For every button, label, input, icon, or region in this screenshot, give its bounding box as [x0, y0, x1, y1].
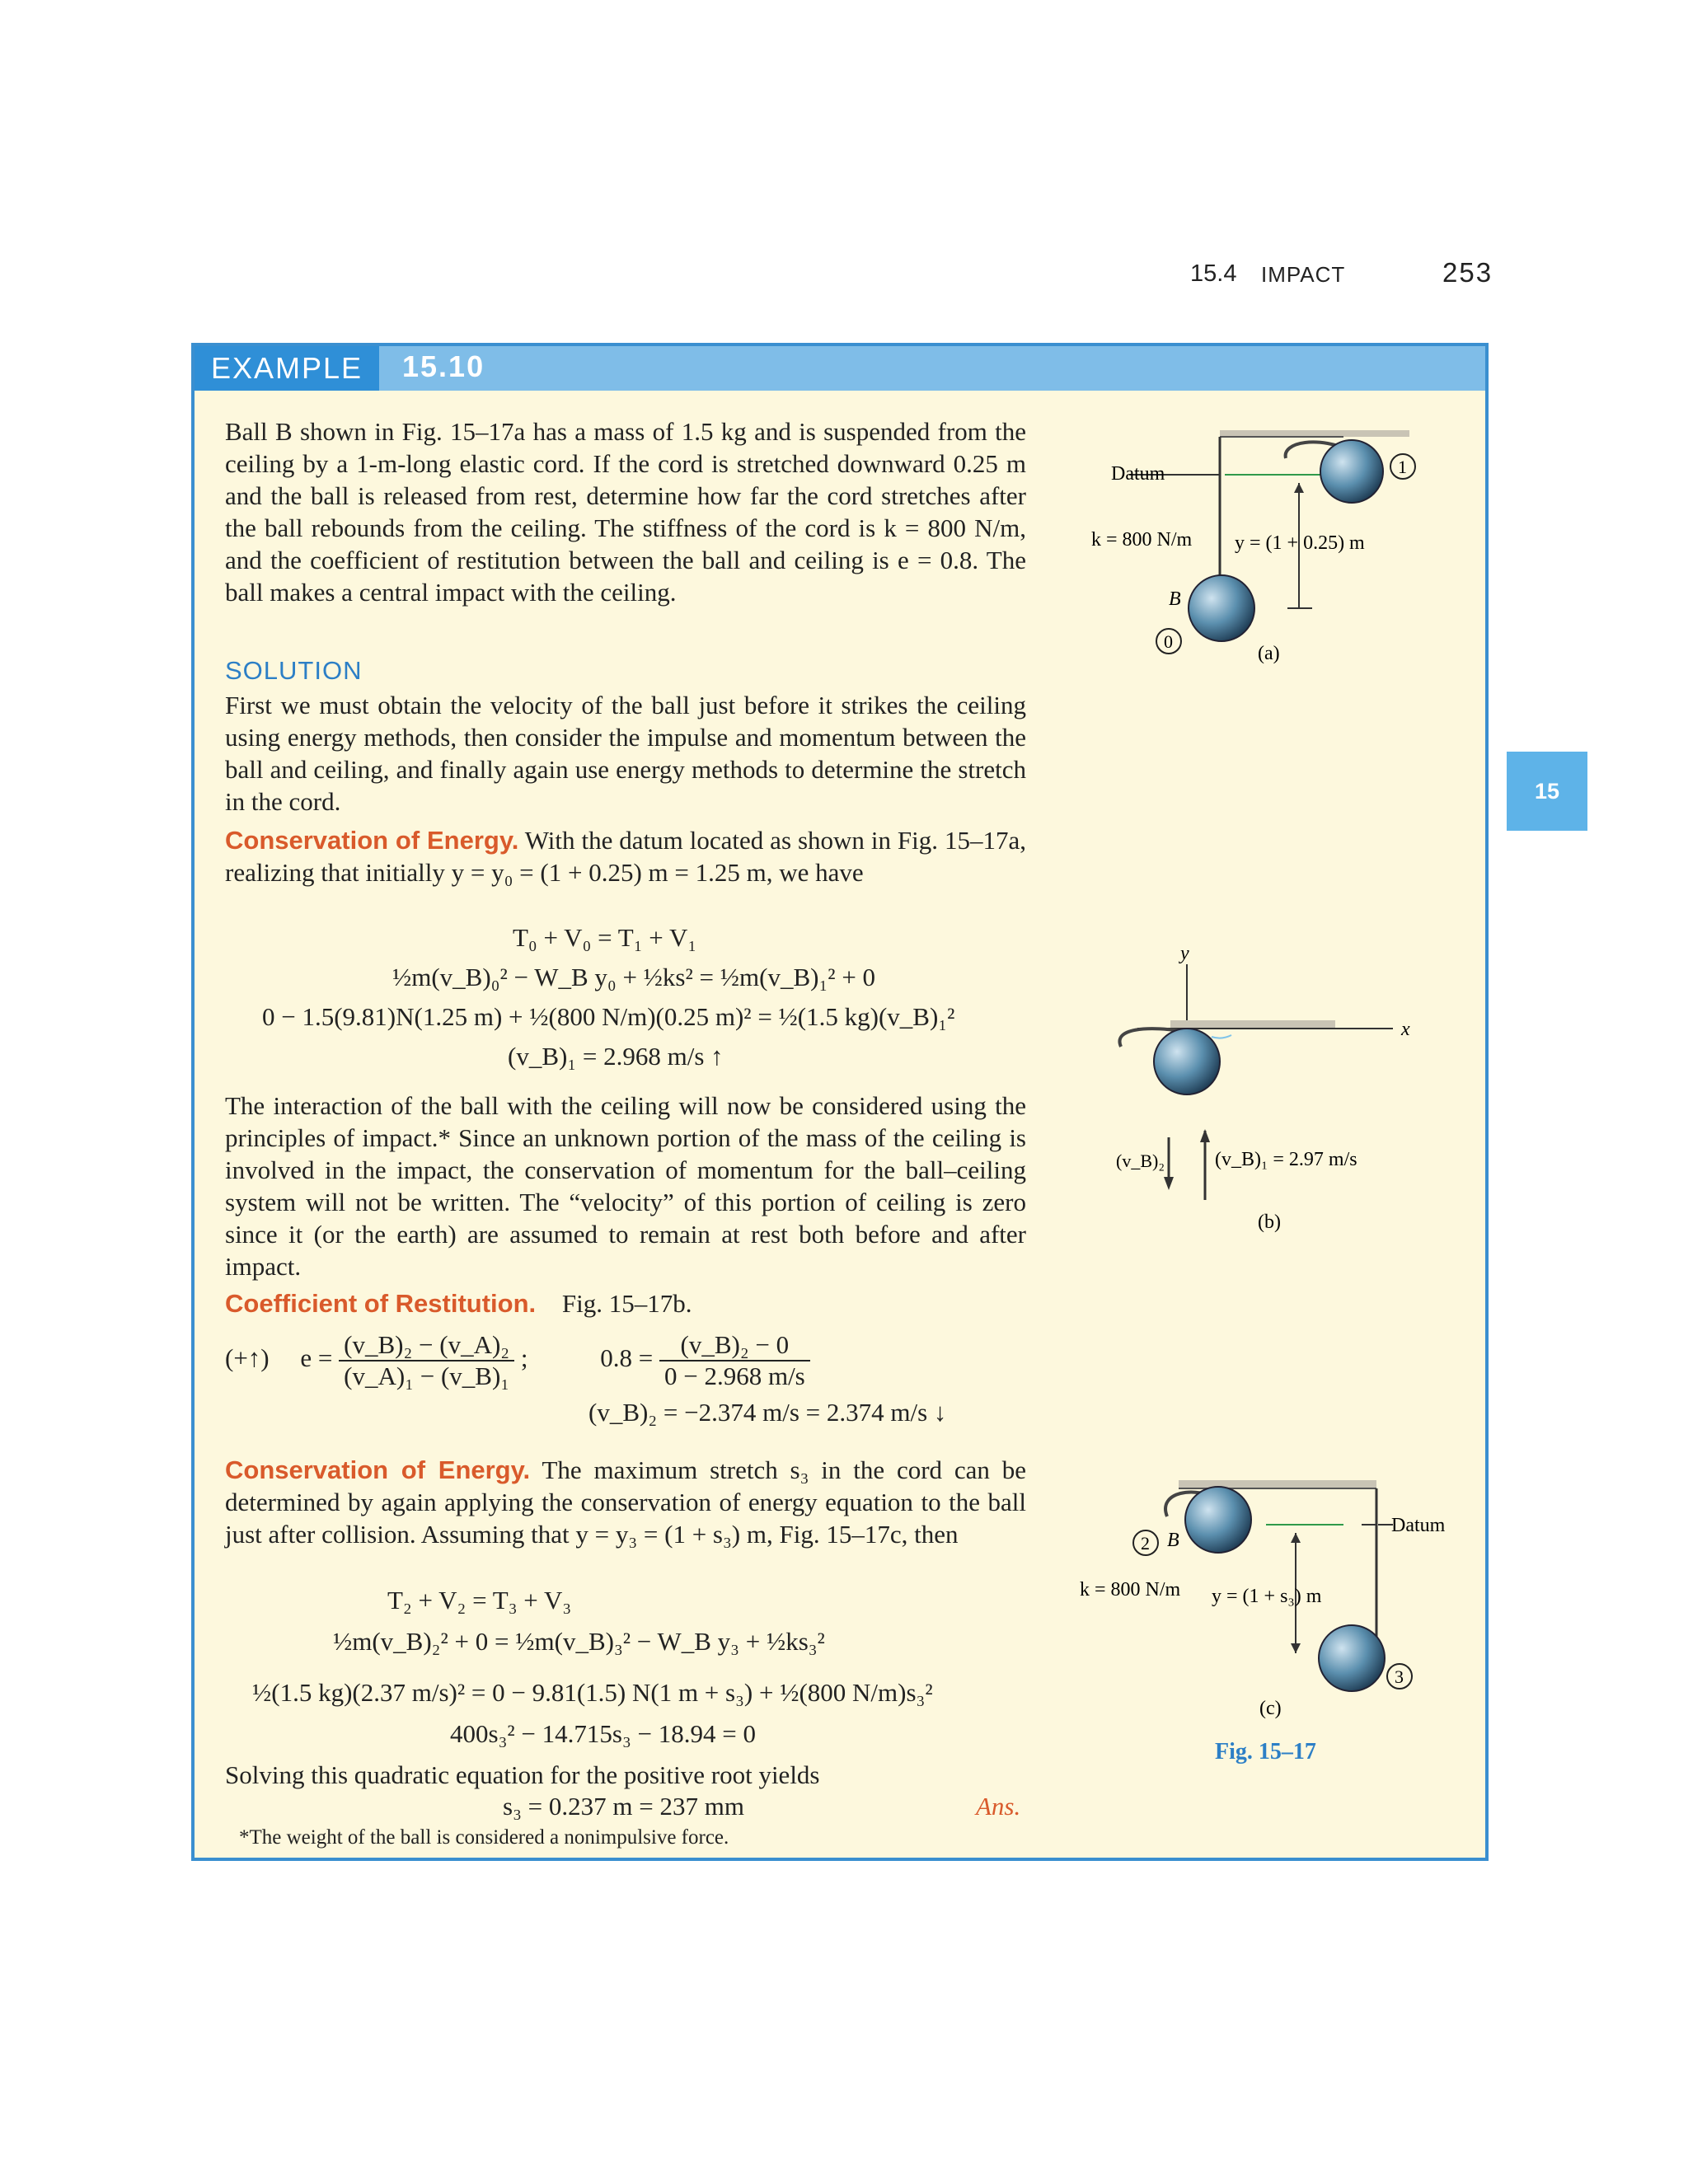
- figure-caption: Fig. 15–17: [1215, 1739, 1316, 1765]
- page-number: 253: [1442, 257, 1493, 288]
- section-title: IMPACT: [1261, 262, 1346, 287]
- energy1-eq3: 0 − 1.5(9.81)N(1.25 m) + ½(800 N/m)(0.25 m)² = ½(1.5 kg)(v_B)₁²: [262, 1002, 955, 1031]
- energy2-eq1: T₂ + V₂ = T₃ + V₃: [387, 1586, 572, 1615]
- sign-convention: (+↑): [225, 1343, 270, 1373]
- figure-c: [1071, 1467, 1484, 1731]
- chapter-tab: 15: [1507, 752, 1587, 831]
- state-2-label: 2: [1141, 1533, 1150, 1554]
- y-label-a: y = (1 + 0.25) m: [1235, 532, 1365, 554]
- problem-statement: Ball B shown in Fig. 15–17a has a mass of 1.5 kg and is suspended from the ceiling by a 1-m-long elastic cord. If the cord is stretched downward 0.25 m and the ball is released from rest, determine how far the cord stretches after the ball rebounds from the ceiling. The stiffness of the cord is k = 800 N/m, and the coefficient of restitution between the ball and ceiling is e = 0.8. The ball makes a central impact with the ceiling.: [225, 417, 1026, 607]
- ball-impact: [1154, 1029, 1220, 1094]
- section-number: 15.4: [1190, 260, 1237, 287]
- energy1-eq2: ½m(v_B)₀² − W_B y₀ + ½ks² = ½m(v_B)₁² + 0: [392, 963, 876, 991]
- stiffness-label-c: k = 800 N/m: [1080, 1579, 1181, 1601]
- e-denominator: (v_A)₁ − (v_B)₁: [344, 1361, 510, 1390]
- ball-position-0: [1189, 575, 1254, 641]
- restitution-line: [225, 1289, 692, 1319]
- ball-position-2: [1185, 1487, 1251, 1553]
- example-header-bar: [195, 346, 1485, 391]
- e-fraction: [339, 1330, 514, 1391]
- e-lhs: e =: [300, 1343, 333, 1373]
- restitution-result: (v_B)₂ = −2.374 m/s = 2.374 m/s ↓: [588, 1398, 947, 1427]
- value-lhs: 0.8 =: [600, 1343, 654, 1373]
- value-denominator: 0 − 2.968 m/s: [663, 1361, 805, 1390]
- energy1-text: With the datum located as shown in Fig. 15–17a, realizing that initially y = y₀ = (1 + 0.25) m = 1.25 m, we have: [225, 826, 1026, 887]
- datum-label: Datum: [1111, 463, 1165, 485]
- energy2-text: The maximum stretch s₃ in the cord can be determined by again applying the conservation of energy equation to the ball just after collision. Assuming that y = y₃ = (1 + s₃) m, Fig. 15–17c, then: [225, 1455, 1026, 1549]
- ceiling-b: [1170, 1020, 1335, 1029]
- interaction-paragraph: The interaction of the ball with the ceiling will now be considered using the principles of impact.* Since an unknown portion of the mass of the ceiling is involved in the impact, the conservation of momentum for the ball–ceiling system will not be written. The “velocity” of this portion of ceiling is zero since it (or the earth) are assumed to remain at rest both before and after impact.: [225, 1091, 1026, 1281]
- solve-text: Solving this quadratic equation for the positive root yields: [225, 1760, 820, 1789]
- solution-intro: First we must obtain the velocity of the ball just before it strikes the ceiling using energy methods, then consider the impulse and momentum between the ball and ceiling, and finally again use energy methods to determine the stretch in the cord.: [225, 691, 1026, 816]
- restitution-equation: (+↑) e = $\frac{\text{(v\_B)₂ − (v\_A)₂}}{\text{(v\_A)₁ − (v\_B)₁}}$ ; 0.8 = $\frac{\text{(v\_B)₂ − 0}}{0 - 2.968 m/s}$: [225, 1330, 810, 1391]
- ceiling-c: [1179, 1480, 1376, 1488]
- ball-label-c: B: [1167, 1530, 1179, 1551]
- v2-label: (v_B)₂: [1116, 1151, 1165, 1171]
- energy1-eq1: T₀ + V₀ = T₁ + V₁: [513, 923, 697, 952]
- y-label-c: y = (1 + s₃) m: [1212, 1586, 1322, 1607]
- energy2-paragraph: [225, 1454, 1026, 1550]
- value-numerator: (v_B)₂ − 0: [659, 1330, 810, 1361]
- figure-b: [1071, 940, 1467, 1253]
- figure-b-label: (b): [1258, 1212, 1281, 1233]
- energy2-heading: Conservation of Energy.: [225, 1455, 531, 1484]
- energy2-eq2: ½m(v_B)₂² + 0 = ½m(v_B)₃² − W_B y₃ + ½ks₃²: [333, 1627, 825, 1656]
- ball-label-a: B: [1169, 588, 1181, 610]
- answer: s₃ = 0.237 m = 237 mm: [503, 1792, 744, 1821]
- x-axis-label: x: [1401, 1019, 1410, 1040]
- energy2-eq3: ½(1.5 kg)(2.37 m/s)² = 0 − 9.81(1.5) N(1 m + s₃) + ½(800 N/m)s₃²: [252, 1678, 933, 1707]
- y-axis-label: y: [1180, 943, 1189, 964]
- footnote: *The weight of the ball is considered a nonimpulsive force.: [239, 1826, 729, 1849]
- ball-position-3: [1319, 1625, 1385, 1691]
- e-numerator: (v_B)₂ − (v_A)₂: [339, 1330, 514, 1361]
- answer-label: Ans.: [976, 1792, 1021, 1821]
- state-1-label: 1: [1398, 457, 1407, 477]
- figure-a: [1071, 412, 1467, 684]
- restitution-heading: Coefficient of Restitution.: [225, 1289, 537, 1318]
- ball-position-1: [1320, 440, 1383, 503]
- energy2-eq4: 400s₃² − 14.715s₃ − 18.94 = 0: [450, 1719, 756, 1748]
- restitution-ref: Fig. 15–17b.: [561, 1289, 692, 1318]
- value-fraction: [659, 1330, 810, 1391]
- figure-a-label: (a): [1258, 643, 1280, 664]
- datum-label-c: Datum: [1391, 1515, 1446, 1536]
- solution-heading: SOLUTION: [225, 656, 363, 685]
- ceiling: [1220, 430, 1409, 437]
- energy1-paragraph: [225, 824, 1026, 888]
- figure-c-label: (c): [1259, 1698, 1282, 1719]
- state-0-label: 0: [1164, 631, 1173, 652]
- v1-label: (v_B)₁ = 2.97 m/s: [1215, 1149, 1357, 1170]
- state-3-label: 3: [1395, 1666, 1404, 1687]
- energy1-heading: Conservation of Energy.: [225, 826, 519, 855]
- example-number: 15.10: [402, 349, 485, 383]
- stiffness-label-a: k = 800 N/m: [1091, 529, 1193, 551]
- example-label: EXAMPLE: [195, 346, 379, 391]
- energy1-eq4: (v_B)₁ = 2.968 m/s ↑: [508, 1042, 724, 1071]
